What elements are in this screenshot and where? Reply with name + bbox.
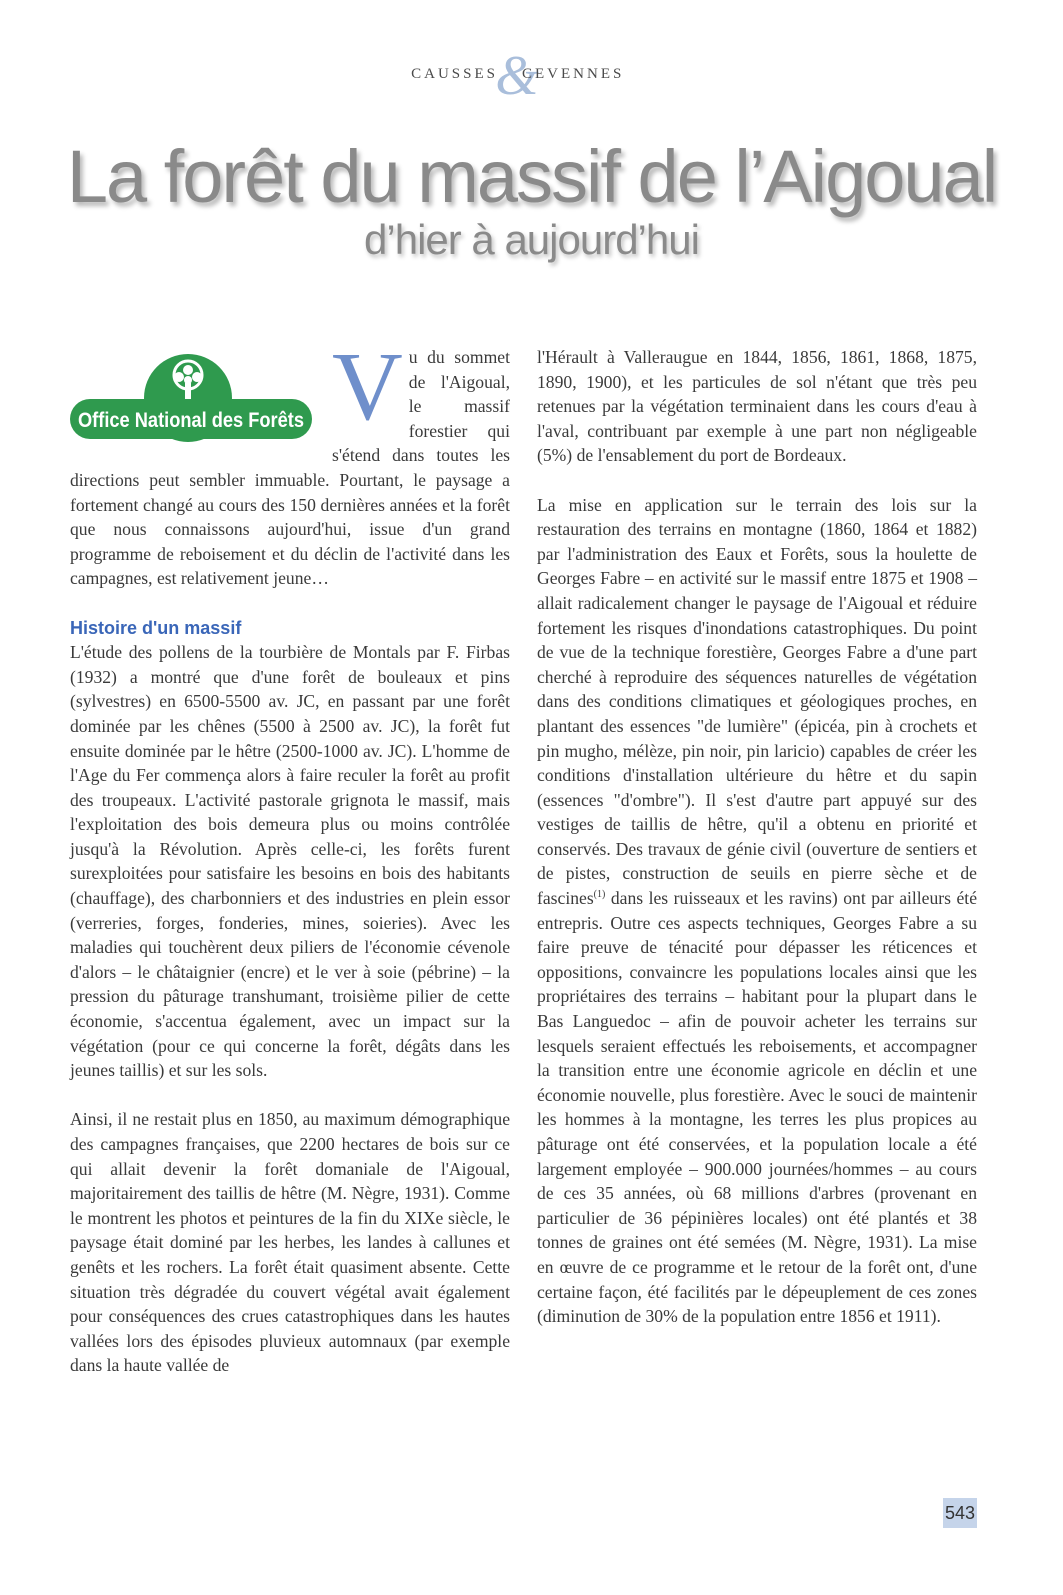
onf-logo-text: Office National des Forêts (78, 409, 304, 432)
left-column (70, 333, 510, 1403)
dropcap: V (332, 333, 403, 441)
section-heading: Histoire d'un massif (70, 617, 242, 638)
right-paragraph-2-part-b: dans les ruisseaux et les ravins) ont par ailleurs été entrepris. Outre ces aspects techniques, Georges Fabre a su faire preuve de ténacité pour dépasser les réticences et oppositions, convaincre les populations locales ainsi que les propriétaires des terrains – habitant pour la plupart dans le Bas Languedoc – afin de pouvoir acheter les terrains sur lesquels seraient effectués les reboisements, et accompagner la transition entre une économie agricole en déclin et une économie nouvelle, plus forestière. Avec le souci de maintenir les hommes à la montagne, les terres les plus propices au pâturage ont été conservées, et la population locale a été largement employée – 900.000 journées/hommes – au cours de ces 35 années, où 68 millions d'arbres (provenant en particulier de 36 pépinières locales) ont été plantés et 38 tonnes de graines ont été semées (M. Nègre, 1931). La mise en œuvre de ce programme et le retour de la forêt ont, d'une certaine façon, été facilités par le dépeuplement de ces zones (diminution de 30% de la population entre 1856 et 1911). (537, 888, 977, 1327)
page-title: La forêt du massif de l’Aigoual (66, 135, 997, 218)
footnote-ref: (1) (593, 889, 606, 901)
masthead-ampersand: & (495, 45, 539, 107)
right-paragraph-1: l'Hérault à Valleraugue en 1844, 1856, 1861, 1868, 1875, 1890, 1900), et les particules de sol n'étant que très peu retenues par la végétation terminaient dans les cours d'eau à l'aval, contribuant par exemple à une part non négligeable (5%) de l'ensablement du port de Bordeaux. (537, 347, 977, 466)
masthead (0, 45, 1063, 107)
left-paragraph-2: Ainsi, il ne restait plus en 1850, au maximum démographique des campagnes françaises, que 2200 hectares de bois sur ce qui allait devenir la forêt domaniale de l'Aigoual, majoritairement des taillis de hêtre (M. Nègre, 1931). Comme le montrent les photos et peintures de la fin du XIXe siècle, le paysage était dominé par les herbes, les landes à callunes et genêts et les rochers. La forêt était quasiment absente. Cette situation très dégradée du couvert végétal avait également pour conséquences des crues catastrophiques dans les hautes vallées lors des épisodes pluvieux automnaux (par exemple dans la haute vallée de (70, 1109, 510, 1376)
right-column (537, 345, 977, 1353)
page-subtitle: d’hier à aujourd’hui (364, 216, 699, 263)
history-paragraph: L'étude des pollens de la tourbière de Montals par F. Firbas (1932) a montré que d'une forêt de bouleaux et pins (sylvestres) en 6500-5500 av. JC, en passant par une forêt dominée par les chênes (5500 à 2500 av. JC), la forêt fut ensuite dominée par le hêtre (2500-1000 av. JC). L'homme de l'Age du Fer commença alors à faire reculer la forêt au profit des troupeaux. L'activité pastorale grignota le massif, mais l'exploitation des bois demeura plus ou moins contrôlée jusqu'à la Révolution. Après celle-ci, les forêts furent surexploitées pour satisfaire les besoins en bois des habitants (chauffage), des charbonniers et des industries en plein essor (verreries, forges, fonderies, mines, soieries). Avec les maladies qui touchèrent deux piliers de l'économie cévenole d'alors – le châtaignier (encre) et le ver à soie (pébrine) – la pression du pâturage transhumant, troisième pilier de cette économie, s'accentua également, avec un impact sur la végétation (pour ce qui concerne la forêt, dégâts dans les jeunes taillis) et sur les sols. (70, 642, 510, 1081)
page-number: 543 (943, 1498, 977, 1528)
onf-logo-graphic (68, 353, 316, 455)
right-paragraph-2-part-a: La mise en application sur le terrain des lois sur la restauration des terrains en montagne (1860, 1864 et 1882) par l'administration des Eaux et Forêts, sous la houlette de Georges Fabre – en activité sur le massif entre 1875 et 1908 – allait radicalement changer le paysage de l'Aigoual et réduire fortement les risques d'inondations catastrophiques. Du point de vue de la technique forestière, Georges Fabre a d'une part cherché à reproduire des séquences naturelles de végétation dans des conditions climatiques et géologiques proches, en plantant des essences "de lumière" (épicéa, pin à crochets et pin mugho, mélèze, pin noir, pin laricio) capables de créer les conditions d'installation ultérieure du hêtre et du sapin (essences "d'ombre"). Il s'est d'autre part appuyé sur des vestiges de taillis de hêtre, qu'il a obtenu en priorité et conservés. Des travaux de génie civil (ouverture de sentiers et de pistes, construction de seuils en pierre sèche et de fascines (537, 494, 977, 909)
right-paragraph-2 (537, 493, 977, 1329)
intro-text: u du sommet de l'Aigoual, le massif forestier qui s'étend dans toutes les directions peut sembler immuable. Pourtant, le paysage a fortement changé au cours des 150 dernières années et la forêt que nous connaissons aujourd'hui, issue d'un grand programme de reboisement et du déclin de l'activité dans les campagnes, est relativement jeune… (70, 347, 510, 589)
masthead-cevennes: CEVENNES (522, 66, 625, 82)
onf-logo (68, 353, 316, 455)
masthead-causses: CAUSSES (411, 66, 498, 82)
